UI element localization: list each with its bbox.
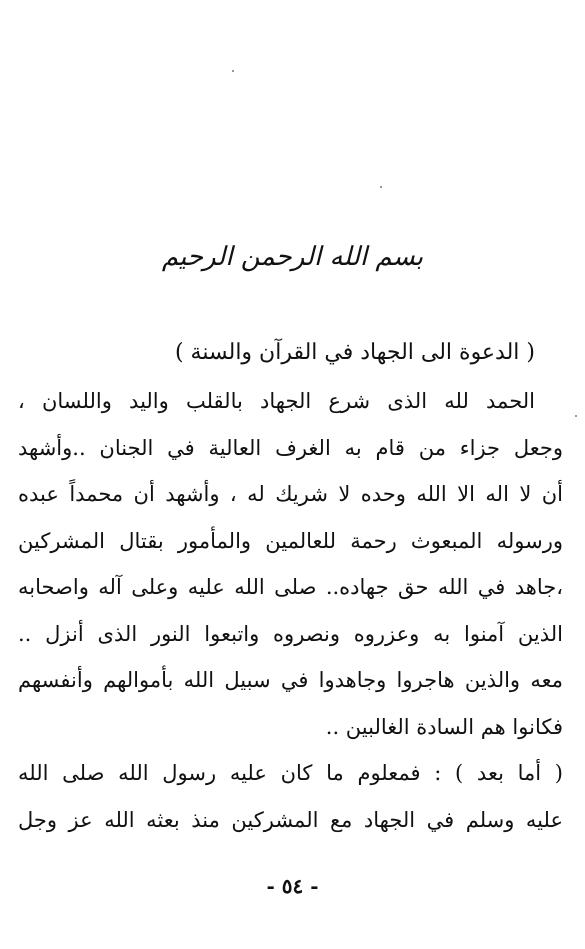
scan-speck (575, 415, 577, 417)
text-line: فكانوا هم السادة الغالبين .. (325, 714, 563, 739)
text-line: وجعل جزاء من قام به الغرف العالية في الجنان ..وأشهد (18, 435, 563, 460)
text-line: ورسوله المبعوث رحمة للعالمين والمأمور بقتال المشركين (18, 528, 563, 553)
text-line: عليه وسلم في الجهاد مع المشركين منذ بعثه الله عز وجل (18, 807, 563, 832)
page-number: - ٥٤ - (266, 874, 319, 898)
text-line: الحمد لله الذى شرع الجهاد بالقلب واليد واللسان ، (18, 389, 535, 413)
body-text (18, 378, 563, 843)
scan-speck (232, 70, 234, 72)
text-line: ( أما بعد ) : فمعلوم ما كان عليه رسول الله صلى الله (18, 761, 563, 785)
text-line: الذين آمنوا به وعزروه ونصروه واتبعوا النور الذى أنزل .. (18, 621, 563, 646)
scan-speck (380, 186, 382, 188)
basmala-heading: بسم الله الرحمن الرحيم (161, 242, 424, 272)
section-title: ( الدعوة الى الجهاد في القرآن والسنة ) (174, 340, 535, 365)
text-line: ،جاهد في الله حق جهاده.. صلى الله عليه وعلى آله واصحابه (18, 575, 563, 599)
text-line: معه والذين هاجروا وجاهدوا في سبيل الله بأموالهم وأنفسهم (18, 668, 563, 692)
text-line: أن لا اله الا الله وحده لا شريك له ، وأشهد أن محمداً عبده (18, 482, 563, 506)
